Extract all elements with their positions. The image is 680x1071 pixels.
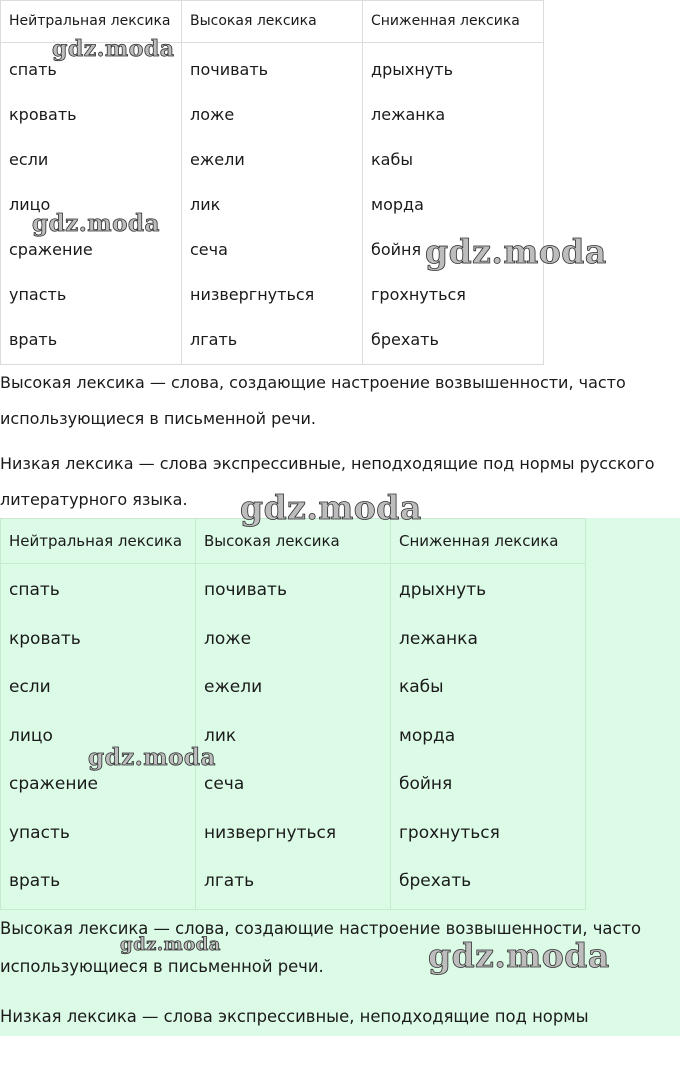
word-high: лгать <box>204 871 255 891</box>
word-neutral: упасть <box>9 285 67 304</box>
word-high: лик <box>204 725 237 746</box>
word-high: лгать <box>190 330 238 349</box>
word-high: ежели <box>190 150 245 169</box>
word-high: низвергнуться <box>190 285 315 304</box>
watermark: gdz.moda <box>120 934 221 955</box>
word-high: ежели <box>204 677 263 697</box>
header-low: Сниженная лексика <box>363 1 544 43</box>
word-neutral: спать <box>9 60 57 79</box>
column-high <box>182 43 363 365</box>
word-neutral: сражение <box>9 774 98 794</box>
column-neutral <box>1 43 182 365</box>
definition-low: Низкая лексика — слова экспрессивные, неподходящие под нормы русского литературного языка. <box>0 454 655 509</box>
word-low: бойня <box>399 774 453 794</box>
word-low: лежанка <box>371 105 446 124</box>
watermark: gdz.moda <box>32 210 160 237</box>
watermark: gdz.moda <box>88 744 216 771</box>
header-neutral: Нейтральная лексика <box>1 1 182 43</box>
table-body-row <box>1 43 544 365</box>
word-neutral: лицо <box>9 195 51 214</box>
word-low: морда <box>371 195 424 214</box>
word-neutral: упасть <box>9 822 70 843</box>
word-low: кабы <box>399 677 444 697</box>
watermark: gdz.moda <box>240 488 422 527</box>
column-low <box>363 43 544 365</box>
watermark: gdz.moda <box>425 232 607 271</box>
word-neutral: если <box>9 150 49 169</box>
word-high: ложе <box>190 105 235 124</box>
word-low: дрыхнуть <box>399 580 487 600</box>
header-high: Высокая лексика <box>182 1 363 43</box>
definition-low: Низкая лексика — слова экспрессивные, неподходящие под нормы <box>0 1007 589 1026</box>
header-low: Сниженная лексика <box>391 519 586 564</box>
word-low: грохнуться <box>371 285 466 304</box>
header-high: Высокая лексика <box>196 519 391 564</box>
header-neutral: Нейтральная лексика <box>1 519 196 564</box>
word-neutral: врать <box>9 871 61 891</box>
word-high: почивать <box>204 580 287 600</box>
word-high: сеча <box>190 240 228 259</box>
word-low: морда <box>399 725 456 746</box>
lexicon-table <box>0 518 586 910</box>
word-neutral: врать <box>9 330 58 349</box>
word-high: низвергнуться <box>204 822 337 843</box>
word-low: брехать <box>399 871 472 891</box>
watermark: gdz.moda <box>428 936 610 975</box>
word-neutral: сражение <box>9 240 93 259</box>
column-neutral <box>1 564 196 910</box>
word-low: кабы <box>371 150 413 169</box>
word-high: лик <box>190 195 221 214</box>
watermark: gdz.moda <box>52 36 175 62</box>
column-high <box>196 564 391 910</box>
column-low <box>391 564 586 910</box>
definition-high: Высокая лексика — слова, создающие настроение возвышенности, часто использующиеся в письменной речи. <box>0 373 626 428</box>
word-neutral: если <box>9 677 51 697</box>
word-neutral: кровать <box>9 105 77 124</box>
word-low: грохнуться <box>399 822 500 843</box>
word-low: бойня <box>371 240 422 259</box>
word-low: лежанка <box>399 628 478 649</box>
word-neutral: лицо <box>9 725 53 746</box>
definition-high: Высокая лексика — слова, создающие настроение возвышенности, часто использующиеся в письменной речи. <box>0 919 642 976</box>
word-high: почивать <box>190 60 269 79</box>
word-neutral: спать <box>9 580 60 600</box>
word-low: брехать <box>371 330 439 349</box>
word-low: дрыхнуть <box>371 60 453 79</box>
word-neutral: кровать <box>9 628 81 649</box>
word-high: ложе <box>204 628 252 649</box>
word-high: сеча <box>204 774 245 794</box>
table-body-row <box>1 564 586 910</box>
